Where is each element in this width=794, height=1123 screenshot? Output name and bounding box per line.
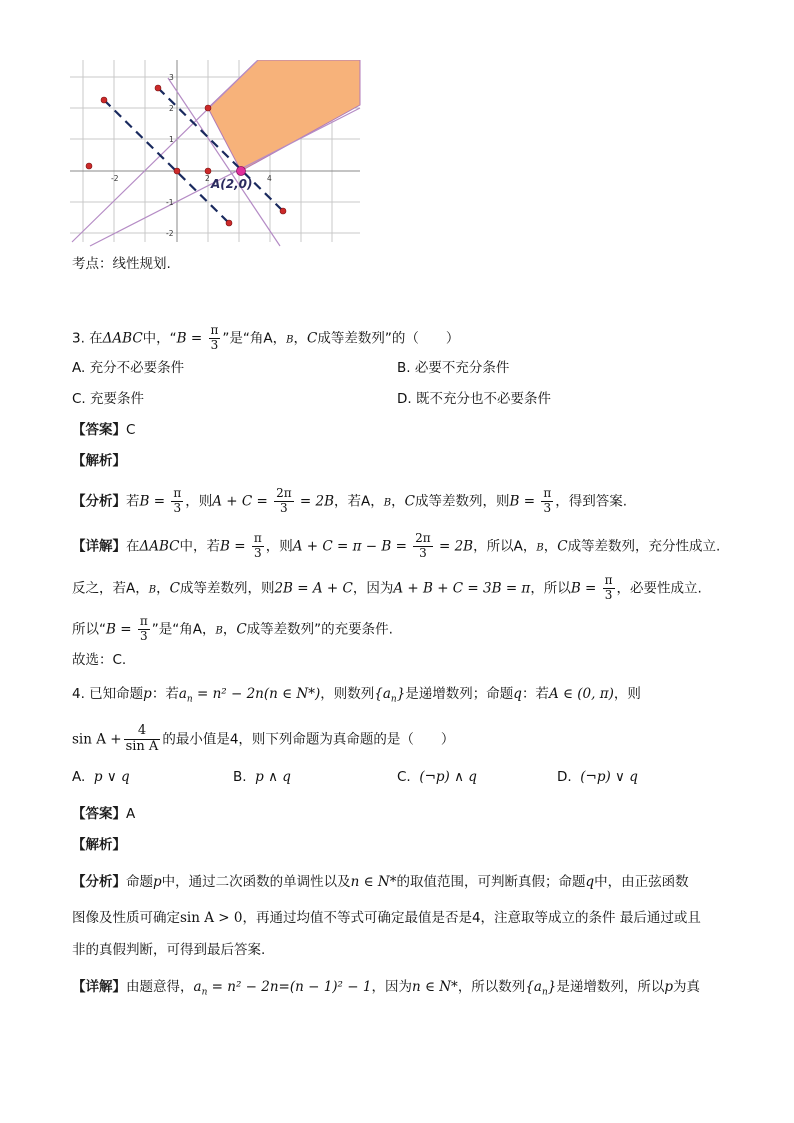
y-tick-label: 1 [169, 135, 174, 144]
q4-option-a: A. p ∨ q [72, 769, 130, 785]
q3-option-c: C. 充要条件 [72, 391, 145, 407]
q4-fenxi-line2: 图像及性质可确定sin A > 0，再通过均值不等式可确定最值是否是4，注意取等成立的条件 最后通过或且 [72, 910, 701, 926]
y-tick-label: 3 [169, 73, 174, 82]
q3-answer: 【答案】C [72, 422, 136, 438]
q3-stem: 3. 在ΔABC中，“B = $\frac{\pi}{3}$ ”是“角A，B，C成等差数列”的（ ） [72, 323, 460, 352]
q3-option-a: A. 充分不必要条件 [72, 360, 185, 376]
y-tick-label: -1 [166, 198, 174, 207]
point-A-label: A(2,0) [211, 177, 253, 191]
q4-fenxi-line3: 非的真假判断，可得到最后答案. [72, 942, 266, 958]
q3-option-b: B. 必要不充分条件 [397, 360, 510, 376]
q3-guxuan: 故选：C. [72, 652, 127, 668]
q4-answer: 【答案】A [72, 806, 136, 822]
q4-stem-line2: sin A + $\frac{4}{\text{sin A}}$ 的最小值是4，则下列命题为真命题的是（ ） [72, 723, 455, 754]
x-tick-label: -2 [111, 174, 119, 183]
q4-jiexi: 【解析】 [72, 837, 126, 853]
q3-option-d: D. 既不充分也不必要条件 [397, 391, 551, 407]
point-A [237, 167, 246, 176]
x-tick-label: 2 [205, 174, 210, 183]
q4-fenxi-line1: 【分析】命题p中，通过二次函数的单调性以及n ∈ N*的取值范围，可判断真假；命题q中，由正弦函数 [72, 874, 689, 890]
q4-option-c: C. (¬p) ∧ q [397, 769, 477, 785]
q3-fanzhi: 反之，若A，B，C成等差数列，则2B = A + C，因为A + B + C = 3B = π，所以B = $\frac{\pi}{3}$ ，必要性成立. [72, 573, 702, 602]
q4-stem-line1: 4. 已知命题p：若$a_n = n^2 - 2n(n$ ∈ N*)，则数列$\{a_n\}$是递增数列；命题q：若A ∈ (0, π)，则 [72, 686, 641, 705]
y-tick-label: 2 [169, 104, 174, 113]
kaodian: 考点：线性规划. [72, 256, 171, 272]
x-tick-label: 4 [267, 174, 272, 183]
q4-xiangjie: 【详解】由题意得，$a_n = n^2 - 2n=(n - 1)^2 - 1$，因为n ∈ N*，所以数列$\{a_n\}$是递增数列，所以p为真 [72, 979, 700, 998]
y-tick-label: -2 [166, 229, 174, 238]
q4-option-d: D. (¬p) ∨ q [557, 769, 638, 785]
q3-fenxi: 【分析】若B = $\frac{\pi}{3}$ ，则A + C = $\frac{2\pi}{3}$ = 2B，若A，B，C成等差数列，则B = $\frac{\pi}{3}$ ，得到答案. [72, 486, 627, 515]
linear-programming-figure [70, 60, 362, 248]
q3-jiexi: 【解析】 [72, 453, 126, 469]
q3-suoyi: 所以“B = $\frac{\pi}{3}$ ”是“角A，B，C成等差数列”的充要条件. [72, 614, 393, 643]
q4-option-b: B. p ∧ q [233, 769, 291, 785]
q3-xiangjie: 【详解】在ΔABC中，若B = $\frac{\pi}{3}$ ，则A + C = π − B = $\frac{2\pi}{3}$ = 2B，所以A，B，C成等差数列，充分性成立. [72, 531, 721, 560]
fraction: $\frac{\pi}{3}$ [210, 323, 219, 352]
